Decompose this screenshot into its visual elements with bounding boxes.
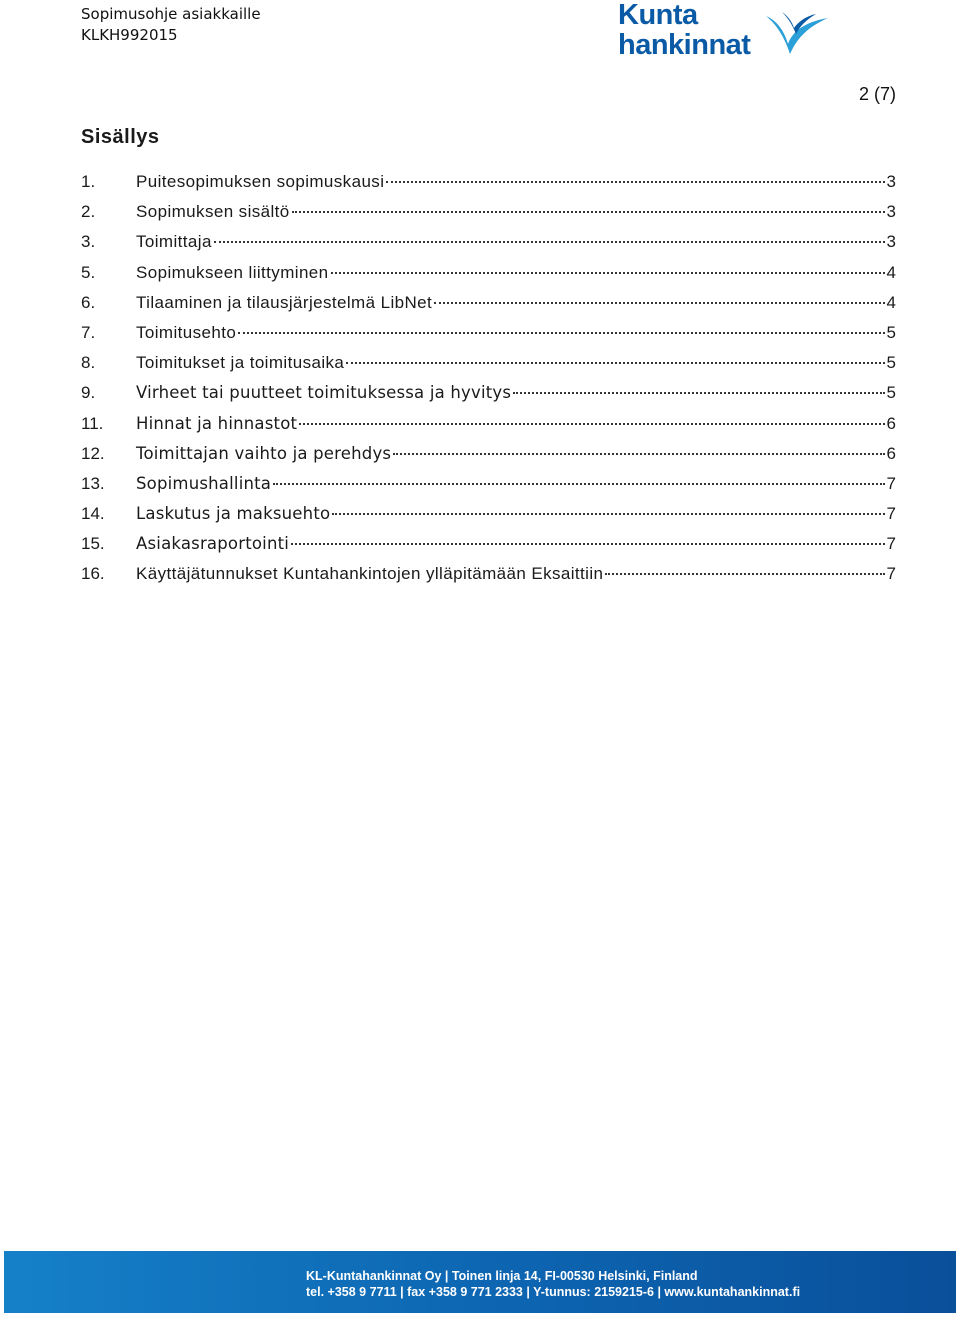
toc-entry-label: Sopimushallinta: [136, 473, 272, 493]
logo-wordmark: [618, 0, 750, 60]
toc-entry-number: 7.: [81, 322, 96, 342]
footer-address: KL-Kuntahankinnat Oy | Toinen linja 14, FI-00530 Helsinki, Finland: [306, 1269, 698, 1283]
toc-entry[interactable]: [81, 202, 896, 232]
bird-wing-icon: [762, 6, 832, 56]
toc-entry[interactable]: [81, 353, 896, 383]
logo-line-1: Kunta: [618, 0, 698, 31]
toc-leader-dots: [346, 362, 884, 364]
toc-entry-label: Puitesopimuksen sopimuskausi: [136, 172, 385, 191]
toc-entry-page: 5: [886, 353, 896, 373]
toc-entry-label: Sopimuksen sisältö: [136, 202, 290, 222]
toc-entry-number: 14.: [81, 504, 105, 524]
toc-entry-number: 5.: [81, 262, 96, 282]
toc-entry-label: Toimittaja: [136, 232, 212, 252]
toc-entry-page: 6: [886, 443, 896, 463]
toc-leader-dots: [332, 513, 884, 515]
toc-entry-number: 8.: [81, 353, 96, 373]
table-of-contents: [81, 172, 896, 595]
toc-entry[interactable]: [81, 232, 896, 262]
toc-entry-page: 7: [886, 534, 896, 554]
toc-entry-label: Toimittajan vaihto ja perehdys: [136, 443, 392, 463]
toc-entry-label: Laskutus ja maksuehto: [136, 504, 331, 524]
toc-entry-page: 3: [886, 232, 896, 252]
toc-entry-number: 9.: [81, 383, 96, 403]
toc-leader-dots: [291, 543, 884, 545]
toc-entry-page: 5: [886, 322, 896, 342]
toc-entry[interactable]: [81, 263, 896, 293]
toc-entry[interactable]: [81, 414, 896, 444]
toc-entry-number: 2.: [81, 202, 96, 222]
toc-entry[interactable]: [81, 474, 896, 504]
toc-entry-label: Virheet tai puutteet toimituksessa ja hyvitys: [136, 383, 512, 403]
toc-leader-dots: [238, 332, 884, 334]
toc-entry-number: 1.: [81, 172, 96, 191]
document-code: KLKH992015: [81, 26, 178, 44]
toc-entry-page: 3: [886, 172, 896, 191]
toc-leader-dots: [331, 272, 885, 274]
toc-entry-number: 11.: [81, 413, 104, 433]
toc-entry[interactable]: [81, 444, 896, 474]
toc-entry[interactable]: [81, 534, 896, 564]
toc-leader-dots: [513, 392, 884, 394]
toc-entry-number: 16.: [81, 564, 105, 584]
toc-leader-dots: [214, 241, 885, 243]
toc-entry-label: Hinnat ja hinnastot: [136, 413, 298, 433]
toc-leader-dots: [386, 181, 884, 183]
toc-entry-number: 15.: [81, 534, 105, 554]
toc-leader-dots: [299, 423, 884, 425]
toc-entry[interactable]: [81, 293, 896, 323]
toc-entry-label: Sopimukseen liittyminen: [136, 262, 329, 282]
toc-entry-number: 3.: [81, 232, 96, 252]
toc-entry-page: 4: [886, 262, 896, 282]
toc-leader-dots: [393, 453, 884, 455]
logo-line-2: hankinnat: [618, 29, 751, 61]
toc-entry[interactable]: [81, 323, 896, 353]
footer-contact-details: tel. +358 9 7711 | fax +358 9 771 2333 | Y-tunnus: 2159215-6 | www.kuntahankinnat.fi: [306, 1285, 801, 1299]
toc-entry-page: 7: [886, 473, 896, 493]
toc-entry-number: 12.: [81, 443, 105, 463]
toc-entry-page: 6: [886, 413, 896, 433]
toc-title: Sisällys: [81, 126, 160, 148]
toc-entry-label: Käyttäjätunnukset Kuntahankintojen ylläpitämään Eksaittiin: [136, 564, 604, 584]
toc-entry[interactable]: [81, 504, 896, 534]
toc-entry-label: Asiakasraportointi: [136, 534, 290, 554]
toc-leader-dots: [605, 573, 884, 575]
toc-entry[interactable]: [81, 564, 896, 594]
toc-entry[interactable]: [81, 383, 896, 413]
toc-entry-page: 5: [886, 383, 896, 403]
document-title: Sopimusohje asiakkaille: [81, 5, 261, 23]
toc-entry-page: 7: [886, 504, 896, 524]
footer-contact: [306, 1268, 800, 1300]
toc-entry-page: 3: [886, 202, 896, 222]
toc-entry-label: Toimitusehto: [136, 322, 237, 342]
toc-entry-number: 13.: [81, 473, 105, 493]
toc-entry[interactable]: [81, 172, 896, 202]
kuntahankinnat-logo: [612, 0, 842, 66]
toc-leader-dots: [273, 483, 884, 485]
toc-entry-page: 7: [886, 564, 896, 584]
toc-leader-dots: [434, 302, 884, 304]
toc-entry-label: Toimitukset ja toimitusaika: [136, 353, 345, 373]
toc-entry-number: 6.: [81, 292, 96, 312]
page-number: 2 (7): [858, 84, 896, 104]
document-header: [81, 4, 261, 46]
toc-entry-label: Tilaaminen ja tilausjärjestelmä LibNet: [136, 292, 433, 312]
toc-leader-dots: [292, 211, 885, 213]
footer-band: [4, 1251, 956, 1313]
toc-entry-page: 4: [886, 292, 896, 312]
